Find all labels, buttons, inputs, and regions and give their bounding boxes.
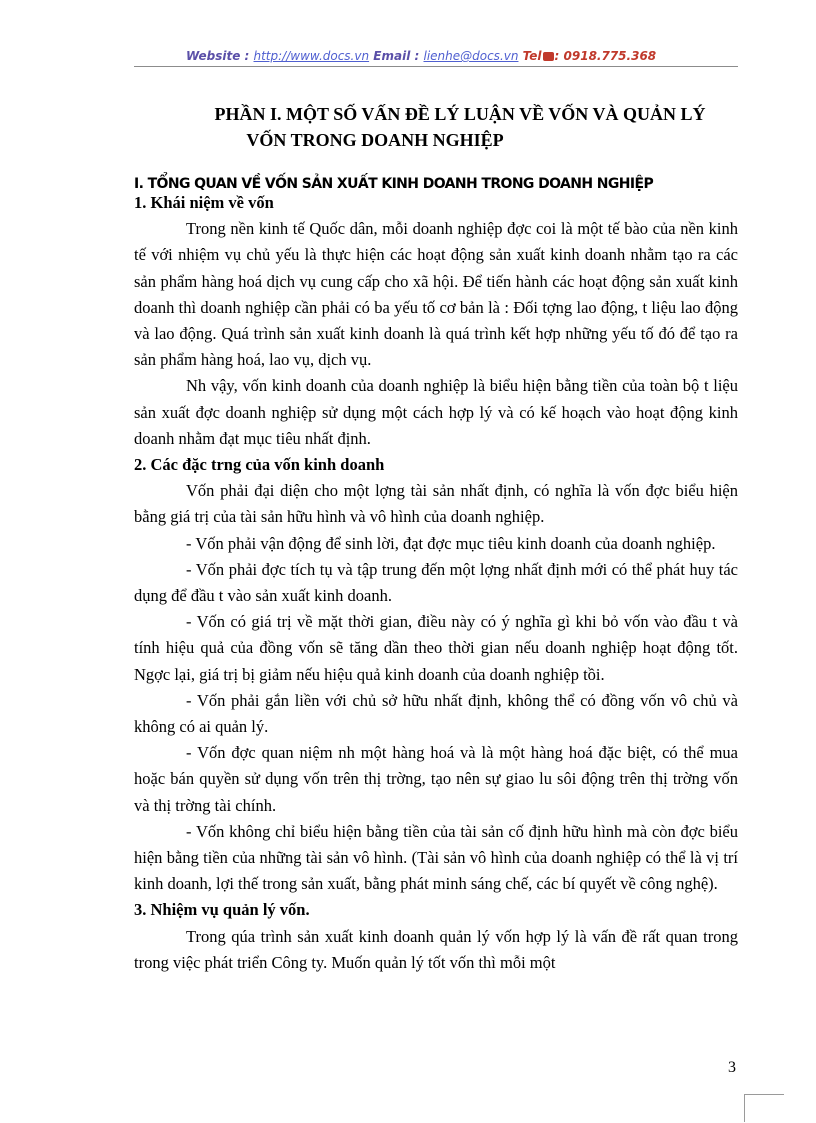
tel-number: : 0918.775.368 [554, 49, 657, 63]
header-divider [134, 66, 738, 67]
page-header [186, 49, 706, 63]
paragraph: Trong nền kinh tế Quốc dân, mỗi doanh nghiệp đợc coi là một tế bào của nền kinh tế với nhiệm vụ chủ yếu là thực hiện các hoạt động sản xuất kinh doanh nhằm tạo ra các sản phẩm hàng hoá dịch vụ cung cấp cho xã hội. Để tiến hành các hoạt động sản xuất kinh doanh thì doanh nghiệp cần phải có ba yếu tố cơ bản là : Đối tợng lao động, t liệu lao động và lao động. Quá trình sản xuất kinh doanh là quá trình kết hợp những yếu tố đó để tạo ra sản phẩm hàng hoá, lao vụ, dịch vụ. [134, 219, 738, 370]
tel-label: Tel [522, 49, 542, 63]
document-body [134, 190, 738, 976]
email-label: Email : [373, 49, 420, 63]
paragraph: Vốn phải đại diện cho một lợng tài sản nhất định, có nghĩa là vốn đợc biểu hiện bằng giá trị của tài sản hữu hình và vô hình của doanh nghiệp. [134, 481, 738, 527]
email-link[interactable]: lienhe@docs.vn [423, 49, 519, 63]
paragraph: - Vốn phải đợc tích tụ và tập trung đến một lợng nhất định mới có thể phát huy tác dụng để đầu t vào sản xuất kinh doanh. [134, 559, 738, 606]
paragraph: Nh vậy, vốn kinh doanh của doanh nghiệp là biểu hiện bằng tiền của toàn bộ t liệu sản xuất đợc doanh nghiệp sử dụng một cách hợp lý và có kế hoạch vào hoạt động kinh doanh nhằm đạt mục tiêu nhất định. [134, 376, 738, 448]
page-number: 3 [728, 1059, 736, 1076]
website-label: Website : [186, 49, 250, 63]
phone-icon [543, 52, 554, 61]
corner-mark [744, 1094, 745, 1122]
subsection-heading-1: 1. Khái niệm về vốn [134, 193, 274, 212]
chapter-title-line-1: PHẦN I. MỘT SỐ VẤN ĐỀ LÝ LUẬN VỀ VỐN VÀ QUẢN LÝ [214, 104, 706, 124]
corner-mark [744, 1094, 784, 1095]
paragraph: - Vốn không chỉ biểu hiện bằng tiền của tài sản cố định hữu hình mà còn đợc biểu hiện bằng tiền của những tài sản vô hình. (Tài sản vô hình của doanh nghiệp có thể là vị trí kinh doanh, lợi thế trong sản xuất, bằng phát minh sáng chế, các bí quyết về công nghệ). [134, 821, 738, 894]
chapter-title-line-2: VỐN TRONG DOANH NGHIỆP [246, 130, 504, 150]
website-link[interactable]: http://www.docs.vn [253, 49, 370, 63]
paragraph: - Vốn phải gắn liền với chủ sở hữu nhất định, không thể có đồng vốn vô chủ và không có ai quản lý. [134, 690, 738, 737]
paragraph: - Vốn phải vận động để sinh lời, đạt đợc mục tiêu kinh doanh của doanh nghiệp. [186, 533, 716, 553]
section-heading: I. TỔNG QUAN VỀ VỐN SẢN XUẤT KINH DOANH TRONG DOANH NGHIỆP [134, 176, 654, 192]
subsection-heading-3: 3. Nhiệm vụ quản lý vốn. [134, 900, 310, 920]
paragraph: - Vốn có giá trị về mặt thời gian, điều này có ý nghĩa gì khi bỏ vốn vào đầu t và tính hiệu quả của đồng vốn sẽ tăng dần theo thời gian nếu doanh nghiệp hoạt động tốt. Ngợc lại, giá trị bị giảm nếu hiệu quả kinh doanh của doanh nghiệp tồi. [134, 612, 738, 684]
paragraph: Trong qúa trình sản xuất kinh doanh quản lý vốn hợp lý là vấn đề rất quan trong trong việc phát triển Công ty. Muốn quản lý tốt vốn thì mỗi một [134, 926, 738, 972]
subsection-heading-2: 2. Các đặc trng của vốn kinh doanh [134, 455, 385, 475]
paragraph: - Vốn đợc quan niệm nh một hàng hoá và là một hàng hoá đặc biệt, có thể mua hoặc bán quyền sử dụng vốn trên thị trờng, tạo nên sự giao lu sôi động trên thị trờng vốn và thị trờng tài chính. [134, 743, 738, 815]
